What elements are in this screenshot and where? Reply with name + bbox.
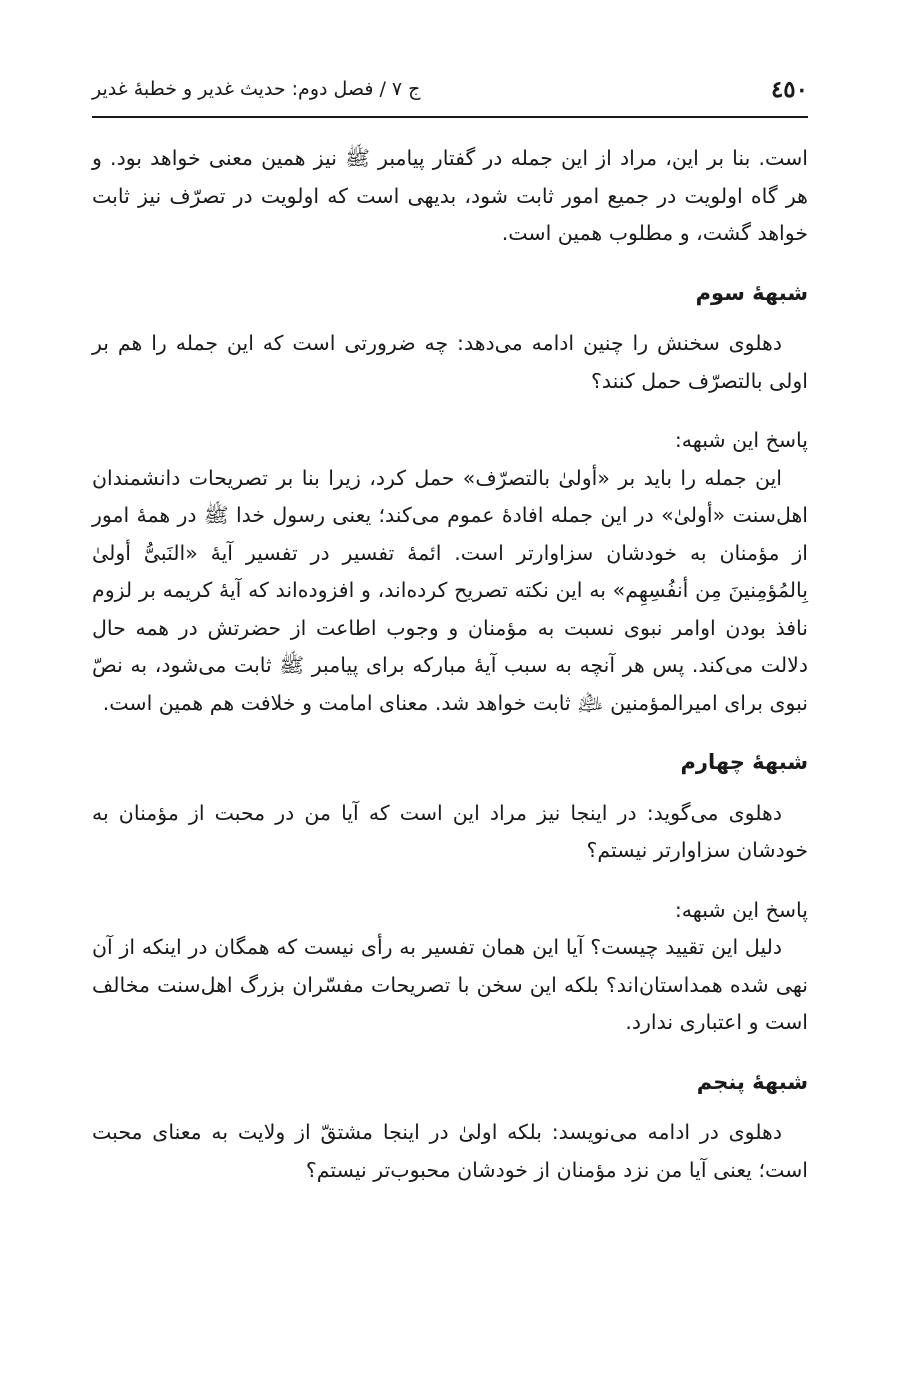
running-title: ج ٧ / فصل دوم: حدیث غدیر و خطبهٔ غدیر [92,78,421,100]
answer-label: پاسخ این شبهه: [674,428,808,452]
section-heading-fifth-doubt: شبههٔ پنجم [696,1069,808,1094]
section-heading-fourth-doubt: شبههٔ چهارم [680,750,808,774]
paragraph-third-doubt: دهلوی سخنش را چنین ادامه می‌دهد: چه ضرورتی است که این جمله را هم بر اولی بالتصرّف حمل کنند؟ [92,331,808,393]
page-header [92,64,808,118]
paragraph-continuation: است. بنا بر این، مراد از این جمله در گفتار پیامبر ﷺ نیز همین معنی خواهد بود. و هر گاه اولویت در جمیع امور ثابت شود، بدیهی است که اولویت در تصرّف نیز ثابت خواهد گشت، و مطلوب همین است. [92,146,808,245]
paragraph-fourth-doubt: دهلوی می‌گوید: در اینجا نیز مراد این است که آیا من در محبت از مؤمنان به خودشان سزاوارتر نیستم؟ [92,800,808,862]
paragraph-fifth-doubt: دهلوی در ادامه می‌نویسد: بلکه اولیٰ در اینجا مشتقّ از ولایت به معنای محبت است؛ یعنی آیا من نزد مؤمنان از خودشان محبوب‌تر نیستم؟ [92,1120,808,1182]
paragraph-fourth-answer: دلیل این تقیید چیست؟ آیا این همان تفسیر به رأی نیست که همگان در اینکه از آن نهی شده همداستان‌اند؟ بلکه این سخن با تصریحات مفسّران بزرگ اهل‌سنت مخالف است و اعتباری ندارد. [92,935,808,1034]
page-body [92,140,808,1189]
page-number: ٤٥٠ [770,76,808,103]
paragraph-third-answer: این جمله را باید بر «أولیٰ بالتصرّف» حمل کرد، زیرا بنا بر تصریحات دانشمندان اهل‌سنت «أولیٰ» در این جمله افادهٔ عموم می‌کند؛ یعنی رسول خدا ﷺ در همهٔ امور از مؤمنان به خودشان سزاوارتر است. ائمهٔ تفسیر در تفسیر آیهٔ «النَبیُّ أولیٰ بِالمُؤمِنینَ مِن أنفُسِهِم» به این نکته تصریح کرده‌اند، و افزوده‌اند که آیهٔ کریمه بر لزوم نافذ بودن اوامر نبوی نسبت به مؤمنان و وجوب اطاعت از حضرتش در همه حال دلالت می‌کند. پس هر آنچه به سبب آیهٔ مبارکه برای پیامبر ﷺ ثابت می‌شود، به نصّ نبوی برای امیرالمؤمنین ﵇ ثابت خواهد شد. معنای امامت و خلافت هم همین است. [92,465,808,715]
section-heading-third-doubt: شبههٔ سوم [695,280,808,305]
answer-label: پاسخ این شبهه: [674,897,808,922]
